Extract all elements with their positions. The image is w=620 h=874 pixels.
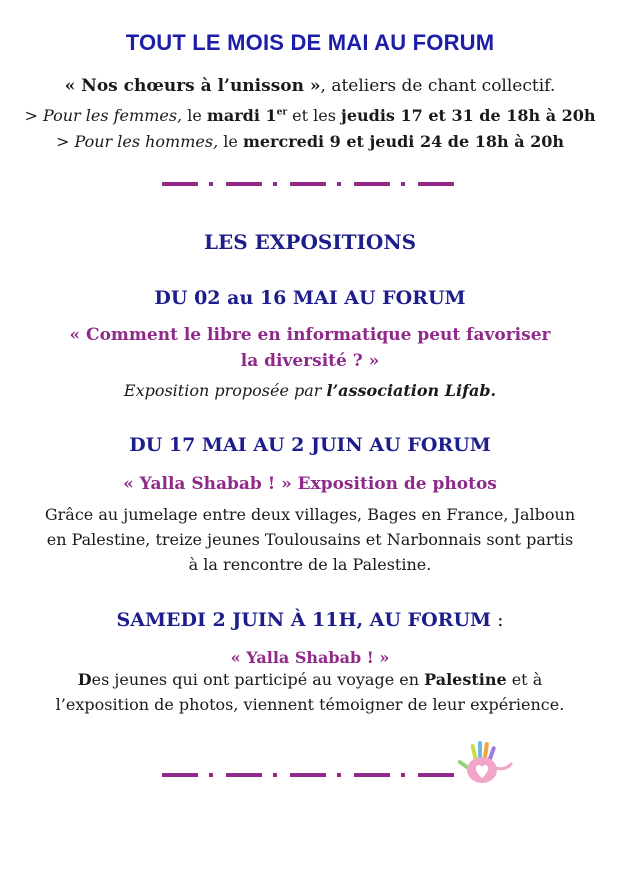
separator-dash bbox=[290, 182, 326, 186]
separator-dash bbox=[354, 773, 390, 777]
separator-dash bbox=[162, 773, 198, 777]
women-days: jeudis 17 et 31 de 18h à 20h bbox=[341, 106, 596, 125]
expo1-title-line1: « Comment le libre en informatique peut favoriser bbox=[69, 325, 551, 345]
event-desc-dropcap: D bbox=[77, 670, 92, 689]
event-desc-text-a: es jeunes qui ont participé au voyage en bbox=[91, 670, 425, 689]
expo2-date: DU 17 MAI AU 2 JUIN AU FORUM bbox=[129, 434, 491, 456]
separator-dash bbox=[354, 182, 390, 186]
workshop-desc: , ateliers de chant collectif. bbox=[320, 76, 556, 96]
event-date bbox=[0, 609, 620, 631]
women-schedule bbox=[0, 106, 620, 125]
men-schedule bbox=[0, 132, 620, 151]
expo1-title-line2: la diversité ? » bbox=[240, 351, 380, 371]
men-prefix: > Pour les hommes, bbox=[55, 132, 219, 151]
expo1-credit bbox=[0, 378, 620, 404]
event-desc-palestine: Palestine bbox=[424, 670, 507, 689]
event-desc-line1 bbox=[0, 667, 620, 693]
separator-dash bbox=[418, 182, 454, 186]
separator-dot bbox=[273, 182, 277, 186]
workshop-name: « Nos chœurs à l’unisson » bbox=[64, 76, 321, 96]
expo1-date: DU 02 au 16 MAI AU FORUM bbox=[154, 287, 466, 309]
expo2-title: « Yalla Shabab ! » Exposition de photos bbox=[123, 474, 497, 494]
women-prefix: > Pour les femmes, bbox=[24, 106, 183, 125]
separator-dash bbox=[226, 182, 262, 186]
separator-dot bbox=[337, 773, 341, 777]
separator-dash bbox=[418, 773, 454, 777]
separator-dot bbox=[273, 773, 277, 777]
expo2-desc-line1: Grâce au jumelage entre deux villages, Bages en France, Jalboun bbox=[44, 505, 576, 524]
workshop-line bbox=[0, 76, 620, 96]
expositions-heading: LES EXPOSITIONS bbox=[203, 230, 417, 254]
separator-dot bbox=[209, 182, 213, 186]
event-title: « Yalla Shabab ! » bbox=[230, 648, 390, 667]
expo1-credit-org: l’association Lifab. bbox=[326, 381, 497, 400]
event-date-text: SAMEDI 2 JUIN À 11H, AU FORUM bbox=[116, 609, 492, 631]
expo1-credit-prefix: Exposition proposée par bbox=[123, 381, 327, 400]
separator-dot bbox=[401, 182, 405, 186]
women-day1: mardi 1 bbox=[206, 106, 277, 125]
separator-dash bbox=[226, 773, 262, 777]
event-desc-text-b: et à bbox=[506, 670, 543, 689]
men-le: le bbox=[218, 132, 243, 151]
women-and: et les bbox=[287, 106, 342, 125]
separator-dot bbox=[209, 773, 213, 777]
separator-dash bbox=[290, 773, 326, 777]
event-desc-line2: l’exposition de photos, viennent témoigner de leur expérience. bbox=[55, 695, 565, 714]
dash-separator bbox=[160, 772, 460, 780]
expo2-desc-line2: en Palestine, treize jeunes Toulousains et Narbonnais sont partis bbox=[46, 530, 574, 549]
separator-dash bbox=[162, 182, 198, 186]
separator-dot bbox=[337, 182, 341, 186]
men-days: mercredi 9 et jeudi 24 de 18h à 20h bbox=[242, 132, 565, 151]
expo2-desc-line3: à la rencontre de la Palestine. bbox=[188, 555, 432, 574]
women-sup: er bbox=[276, 107, 288, 118]
women-le: le bbox=[182, 106, 207, 125]
dash-separator bbox=[160, 181, 460, 189]
page-title: TOUT LE MOIS DE MAI AU FORUM bbox=[125, 30, 495, 55]
separator-dot bbox=[401, 773, 405, 777]
hand-print-icon bbox=[458, 740, 514, 790]
event-date-suffix: : bbox=[491, 609, 504, 631]
